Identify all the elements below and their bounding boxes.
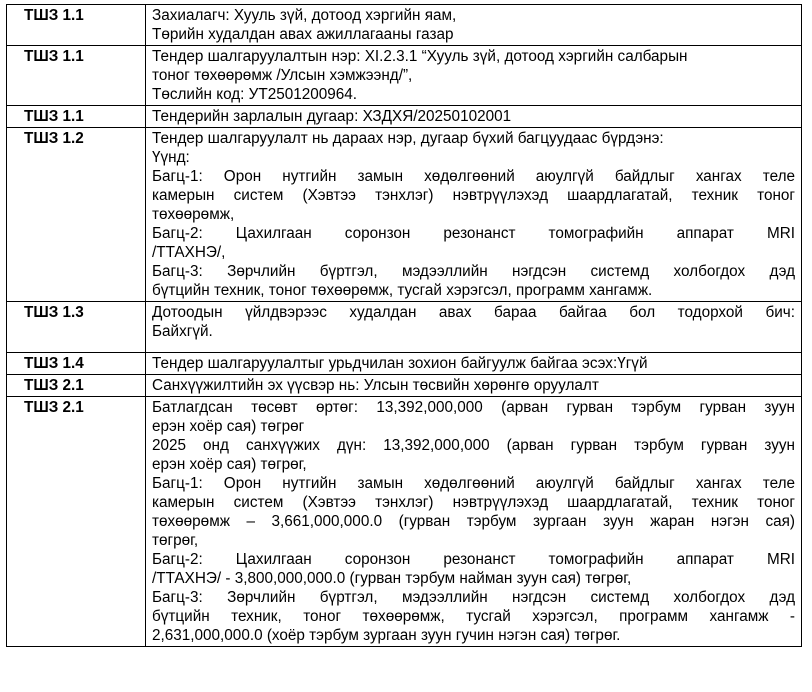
description-line: ерэн хоёр сая) төгрөг, bbox=[152, 456, 307, 473]
clause-description bbox=[146, 128, 802, 302]
description-line: Дотоодын үйлдвэрээс худалдан авах бараа байгаа бол тодорхой бич: bbox=[152, 304, 795, 321]
clause-code: ТШЗ 1.1 bbox=[7, 106, 146, 128]
description-line: /ТТАХНЭ/, bbox=[152, 244, 226, 261]
clause-code: ТШЗ 1.4 bbox=[7, 353, 146, 375]
description-line: /ТТАХНЭ/ - 3,800,000,000.0 (гурван тэрбум найман зуун сая) төгрөг, bbox=[152, 570, 632, 587]
table-row bbox=[7, 397, 802, 647]
description-line: Санхүүжилтийн эх үүсвэр нь: Улсын төсвийн хөрөнгө оруулалт bbox=[152, 377, 599, 394]
description-line: 2,631,000,000.0 (хоёр тэрбум зургаан зуун гучин нэгэн сая) төгрөг. bbox=[152, 627, 621, 644]
description-line: бүтцийн техник, тоног төхөөрөмж, тусгай хэрэгсэл, программ хангамж. bbox=[152, 282, 653, 299]
description-line: камерын систем (Хэвтээ тэнхлэг) нэвтрүүлэхэд шаардлагатай, техник тоног bbox=[152, 494, 795, 511]
description-line: Тендер шалгаруулалтын нэр: XI.2.3.1 “Хууль зүй, дотоод хэргийн салбарын bbox=[152, 48, 688, 65]
clause-description bbox=[146, 46, 802, 106]
description-line: Тендерийн зарлалын дугаар: ХЗДХЯ/20250102001 bbox=[152, 108, 512, 125]
description-line: ерэн хоёр сая) төгрөг bbox=[152, 418, 305, 435]
description-line: Багц-1: Орон нутгийн замын хөдөлгөөний аюулгүй байдлыг хангах теле bbox=[152, 475, 795, 492]
description-line: 2025 онд санхүүжих дүн: 13,392,000,000 (арван гурван тэрбум гурван зуун bbox=[152, 437, 795, 454]
description-line: Тендер шалгаруулалтыг урьдчилан зохион байгуулж байгаа эсэх:Үгүй bbox=[152, 355, 648, 372]
description-line: тоног төхөөрөмж /Улсын хэмжээнд/”, bbox=[152, 67, 413, 84]
description-line: Багц-3: Зөрчлийн бүртгэл, мэдээллийн нэгдсэн системд холбогдох дэд bbox=[152, 589, 795, 606]
description-line: Багц-1: Орон нутгийн замын хөдөлгөөний аюулгүй байдлыг хангах теле bbox=[152, 168, 795, 185]
table-row bbox=[7, 106, 802, 128]
description-line: Байхгүй. bbox=[152, 323, 213, 340]
clause-description bbox=[146, 106, 802, 128]
description-line: Үүнд: bbox=[152, 149, 190, 166]
table-row bbox=[7, 128, 802, 302]
description-line: камерын систем (Хэвтээ тэнхлэг) нэвтрүүлэхэд шаардлагатай, техник тоног bbox=[152, 187, 795, 204]
clause-code: ТШЗ 1.3 bbox=[7, 302, 146, 353]
clause-code: ТШЗ 2.1 bbox=[7, 375, 146, 397]
clause-code: ТШЗ 1.1 bbox=[7, 5, 146, 46]
clause-code: ТШЗ 2.1 bbox=[7, 397, 146, 647]
description-line: Төслийн код: УТ2501200964. bbox=[152, 86, 358, 103]
clause-description bbox=[146, 5, 802, 46]
description-line: Багц-2: Цахилгаан соронзон резонанст томографийн аппарат MRI bbox=[152, 225, 795, 242]
table-row bbox=[7, 302, 802, 353]
table-body bbox=[7, 5, 802, 647]
table-row bbox=[7, 46, 802, 106]
tender-data-sheet-table bbox=[6, 4, 802, 647]
clause-description bbox=[146, 353, 802, 375]
table-row bbox=[7, 375, 802, 397]
description-line: төгрөг, bbox=[152, 532, 199, 549]
description-line: Төрийн худалдан авах ажиллагааны газар bbox=[152, 26, 454, 43]
description-line: Захиалагч: Хууль зүй, дотоод хэргийн яам, bbox=[152, 7, 457, 24]
table-row bbox=[7, 353, 802, 375]
table-row bbox=[7, 5, 802, 46]
description-line: төхөөрөмж, bbox=[152, 206, 235, 223]
clause-description bbox=[146, 397, 802, 647]
description-line: төхөөрөмж – 3,661,000,000.0 (гурван тэрбум зургаан зуун жаран нэгэн сая) bbox=[152, 513, 795, 530]
clause-description bbox=[146, 302, 802, 353]
clause-description bbox=[146, 375, 802, 397]
clause-code: ТШЗ 1.2 bbox=[7, 128, 146, 302]
description-line: Батлагдсан төсөвт өртөг: 13,392,000,000 (арван гурван тэрбум гурван зуун bbox=[152, 399, 795, 416]
description-line: бүтцийн техник, тоног төхөөрөмж, тусгай хэрэгсэл, программ хангамж - bbox=[152, 608, 795, 625]
description-line: Багц-3: Зөрчлийн бүртгэл, мэдээллийн нэгдсэн системд холбогдох дэд bbox=[152, 263, 795, 280]
description-line: Тендер шалгаруулалт нь дараах нэр, дугаар бүхий багцуудаас бүрдэнэ: bbox=[152, 130, 664, 147]
description-line: Багц-2: Цахилгаан соронзон резонанст томографийн аппарат MRI bbox=[152, 551, 795, 568]
clause-code: ТШЗ 1.1 bbox=[7, 46, 146, 106]
